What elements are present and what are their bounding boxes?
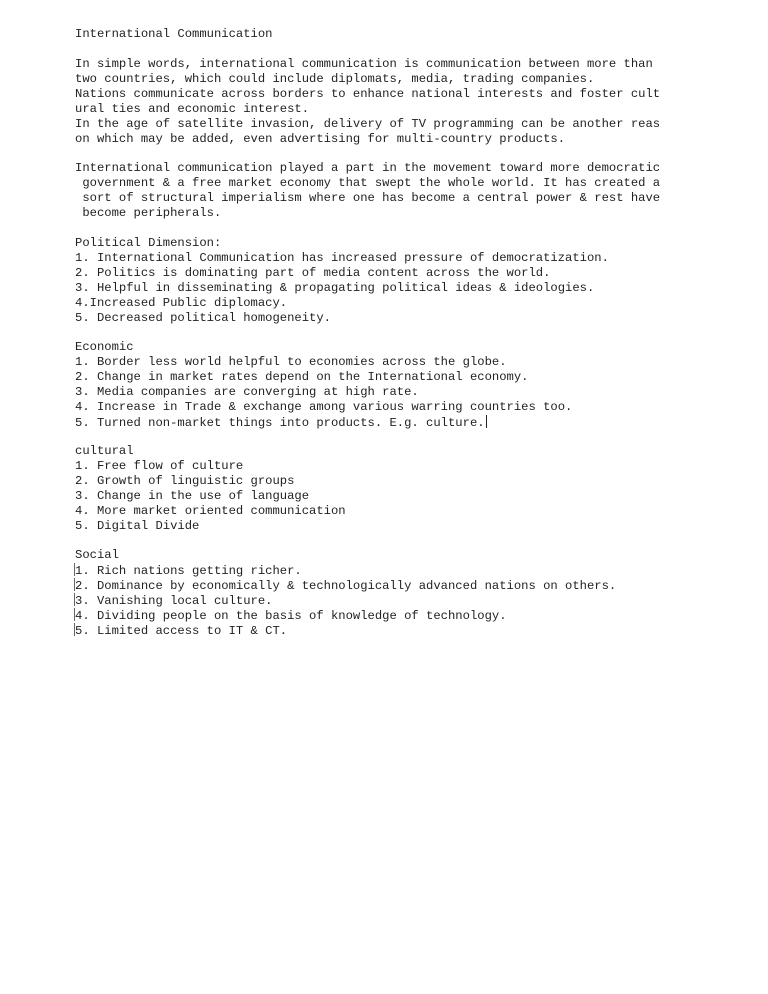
list-item-row [75, 578, 695, 593]
section-heading: Political Dimension: [75, 236, 222, 250]
list-item: 4. Dividing people on the basis of knowledge of technology. [75, 609, 507, 623]
list-item: 5. Limited access to IT & CT. [75, 624, 288, 638]
text-line: become peripherals. [75, 206, 222, 220]
list-item-with-cursor [75, 415, 695, 430]
social-section [75, 548, 695, 638]
list-item: 2. Politics is dominating part of media content across the world. [75, 266, 551, 280]
text-line: In simple words, international communication is communication between more than [75, 57, 653, 71]
text-cursor [486, 415, 487, 428]
list-item: 3. Vanishing local culture. [75, 594, 273, 608]
list-item: 4. Increase in Trade & exchange among various warring countries too. [75, 400, 573, 414]
list-item: 5. Digital Divide [75, 519, 200, 533]
list-item: 1. Rich nations getting richer. [75, 564, 302, 578]
list-item: 5. Decreased political homogeneity. [75, 311, 331, 325]
list-item: 3. Helpful in disseminating & propagating political ideas & ideologies. [75, 281, 595, 295]
text-line: sort of structural imperialism where one has become a central power & rest have [75, 191, 661, 205]
section-heading: Social [75, 548, 119, 562]
list-item-row [75, 608, 695, 623]
text-line: ural ties and economic interest. [75, 102, 310, 116]
second-paragraph [75, 161, 695, 221]
text-line: Nations communicate across borders to enhance national interests and foster cult [75, 87, 661, 101]
list-item: 4.Increased Public diplomacy. [75, 296, 288, 310]
list-item: 3. Media companies are converging at high rate. [75, 385, 419, 399]
section-heading: cultural [75, 444, 134, 458]
list-item: 3. Change in the use of language [75, 489, 310, 503]
intro-paragraph [75, 57, 695, 147]
text-line: two countries, which could include diplomats, media, trading companies. [75, 72, 595, 86]
section-heading: Economic [75, 340, 134, 354]
text-line: on which may be added, even advertising for multi-country products. [75, 132, 566, 146]
list-item: 2. Dominance by economically & technologically advanced nations on others. [75, 579, 617, 593]
list-item: 5. Turned non-market things into products. E.g. culture. [75, 416, 485, 430]
list-item-row [75, 593, 695, 608]
list-item: 2. Growth of linguistic groups [75, 474, 295, 488]
document-page [75, 27, 695, 638]
list-item: 1. Border less world helpful to economies across the globe. [75, 355, 507, 369]
list-item-row [75, 563, 695, 578]
text-line: government & a free market economy that swept the whole world. It has created a [75, 176, 661, 190]
list-item: 1. International Communication has increased pressure of democratization. [75, 251, 609, 265]
list-item: 1. Free flow of culture [75, 459, 244, 473]
list-item-row [75, 623, 695, 638]
economic-section [75, 340, 695, 430]
political-section [75, 236, 695, 326]
text-line: International communication played a part in the movement toward more democratic [75, 161, 661, 175]
list-item: 4. More market oriented communication [75, 504, 346, 518]
document-title: International Communication [75, 27, 273, 41]
text-line: In the age of satellite invasion, delivery of TV programming can be another reas [75, 117, 661, 131]
cultural-section [75, 444, 695, 534]
list-item: 2. Change in market rates depend on the International economy. [75, 370, 529, 384]
